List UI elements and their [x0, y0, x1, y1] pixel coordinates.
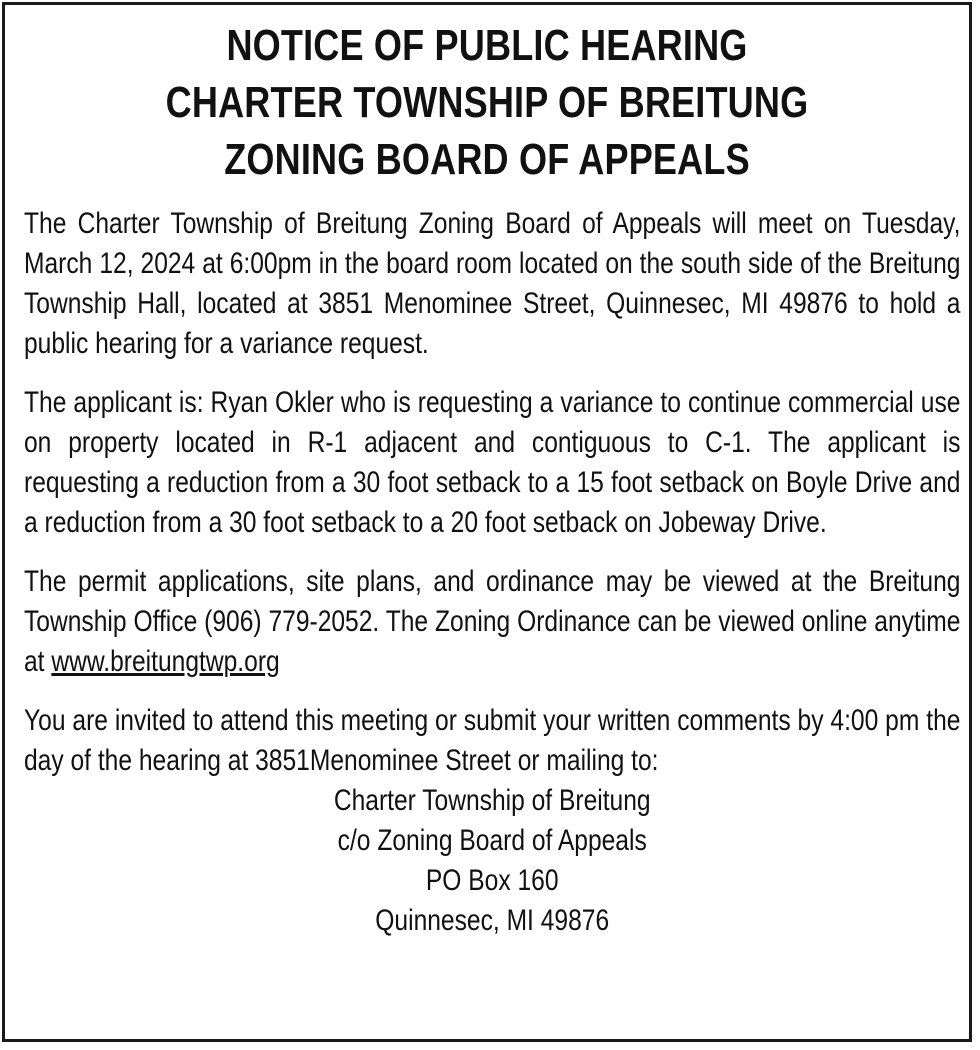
meeting-paragraph: The Charter Township of Breitung Zoning Board of Appeals will meet on Tuesday, March 12, 2024 at 6:00pm in the board room located on the south side of the Breitung Township Hall, located at 3851 Menominee Street, Quinnesec, MI 49876 to hold a public hearing for a variance request.: [24, 207, 961, 360]
mailing-address: [24, 781, 960, 941]
heading-line-1: NOTICE OF PUBLIC HEARING: [226, 21, 748, 70]
permits-paragraph: [24, 562, 960, 682]
address-line-2: c/o Zoning Board of Appeals: [337, 824, 647, 857]
heading-line-3: ZONING BOARD OF APPEALS: [224, 135, 750, 184]
permits-text: The permit applications, site plans, and ordinance may be viewed at the Breitung Township Office (906) 779-2052. The Zoning Ordinance can be viewed online anytime at: [24, 565, 961, 678]
address-line-3: PO Box 160: [425, 864, 559, 897]
township-website-link[interactable]: www.breitungtwp.org: [51, 645, 280, 678]
notice-body: [24, 204, 960, 941]
address-line-4: Quinnesec, MI 49876: [375, 904, 610, 937]
public-notice: [2, 2, 972, 1042]
address-line-1: Charter Township of Breitung: [333, 784, 651, 817]
notice-heading: [92, 5, 882, 188]
heading-line-2: CHARTER TOWNSHIP OF BREITUNG: [165, 78, 809, 127]
invite-paragraph: You are invited to attend this meeting or submit your written comments by 4:00 pm the day of the hearing at 3851Menominee Street or mailing to:: [24, 704, 961, 777]
applicant-paragraph: The applicant is: Ryan Okler who is requesting a variance to continue commercial use on property located in R-1 adjacent and contiguous to C-1. The applicant is requesting a reduction from a 30 foot setback to a 15 foot setback on Boyle Drive and a reduction from a 30 foot setback to a 20 foot setback on Jobeway Drive.: [24, 386, 961, 539]
